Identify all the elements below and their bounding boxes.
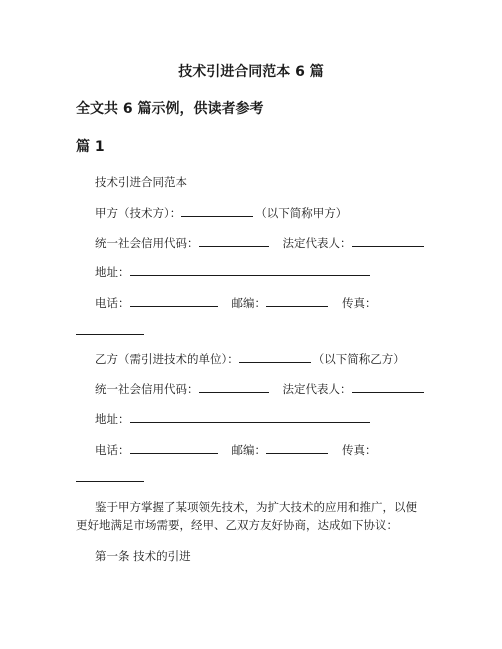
blank-field [199, 234, 269, 247]
blank-field [181, 204, 253, 217]
party-a-label: 甲方（技术方）： [95, 206, 182, 220]
party-b-fax-blank [76, 469, 146, 487]
party-a-line [95, 204, 347, 222]
fax-label: 传真： [342, 296, 377, 310]
blank-field [239, 350, 311, 363]
contract-heading: 技术引进合同范本 [95, 175, 187, 189]
party-a-credit-line [95, 234, 426, 252]
blank-field [199, 380, 269, 393]
blank-field [130, 441, 218, 454]
article-1-heading: 第一条 技术的引进 [95, 549, 191, 563]
blank-field [266, 441, 328, 454]
address-label: 地址： [95, 265, 130, 279]
party-a-suffix: （以下简称甲方） [255, 206, 348, 220]
party-a-contact-line [95, 294, 377, 312]
party-b-label: 乙方（需引进技术的单位）： [95, 352, 239, 366]
preamble-line-2: 更好地满足市场需要，经甲、乙双方友好协商，达成如下协议： [76, 518, 398, 532]
document-title: 技术引进合同范本 6 篇 [178, 64, 324, 80]
credit-code-label: 统一社会信用代码： [95, 382, 199, 396]
phone-label: 电话： [95, 443, 130, 457]
credit-code-label: 统一社会信用代码： [95, 236, 199, 250]
postcode-label: 邮编： [231, 443, 266, 457]
party-a-address-line [95, 263, 372, 281]
postcode-label: 邮编： [231, 296, 266, 310]
party-b-suffix: （以下简称乙方） [312, 352, 405, 366]
party-b-line [95, 350, 405, 368]
party-b-credit-line [95, 380, 426, 398]
section-heading: 篇 1 [76, 139, 105, 155]
blank-field [76, 469, 144, 482]
phone-label: 电话： [95, 296, 130, 310]
preamble-line-1: 鉴于甲方掌握了某项领先技术，为扩大技术的应用和推广，以便 [95, 500, 417, 514]
party-b-contact-line [95, 441, 377, 459]
document-subtitle: 全文共 6 篇示例，供读者参考 [76, 101, 264, 117]
blank-field [352, 380, 424, 393]
blank-field [130, 263, 370, 276]
address-label: 地址： [95, 412, 130, 426]
blank-field [266, 294, 328, 307]
blank-field [76, 322, 144, 335]
party-b-address-line [95, 410, 372, 428]
party-a-fax-blank [76, 322, 146, 340]
blank-field [130, 294, 218, 307]
fax-label: 传真： [342, 443, 377, 457]
legal-rep-label: 法定代表人： [282, 382, 352, 396]
blank-field [130, 410, 370, 423]
blank-field [352, 234, 424, 247]
legal-rep-label: 法定代表人： [282, 236, 352, 250]
